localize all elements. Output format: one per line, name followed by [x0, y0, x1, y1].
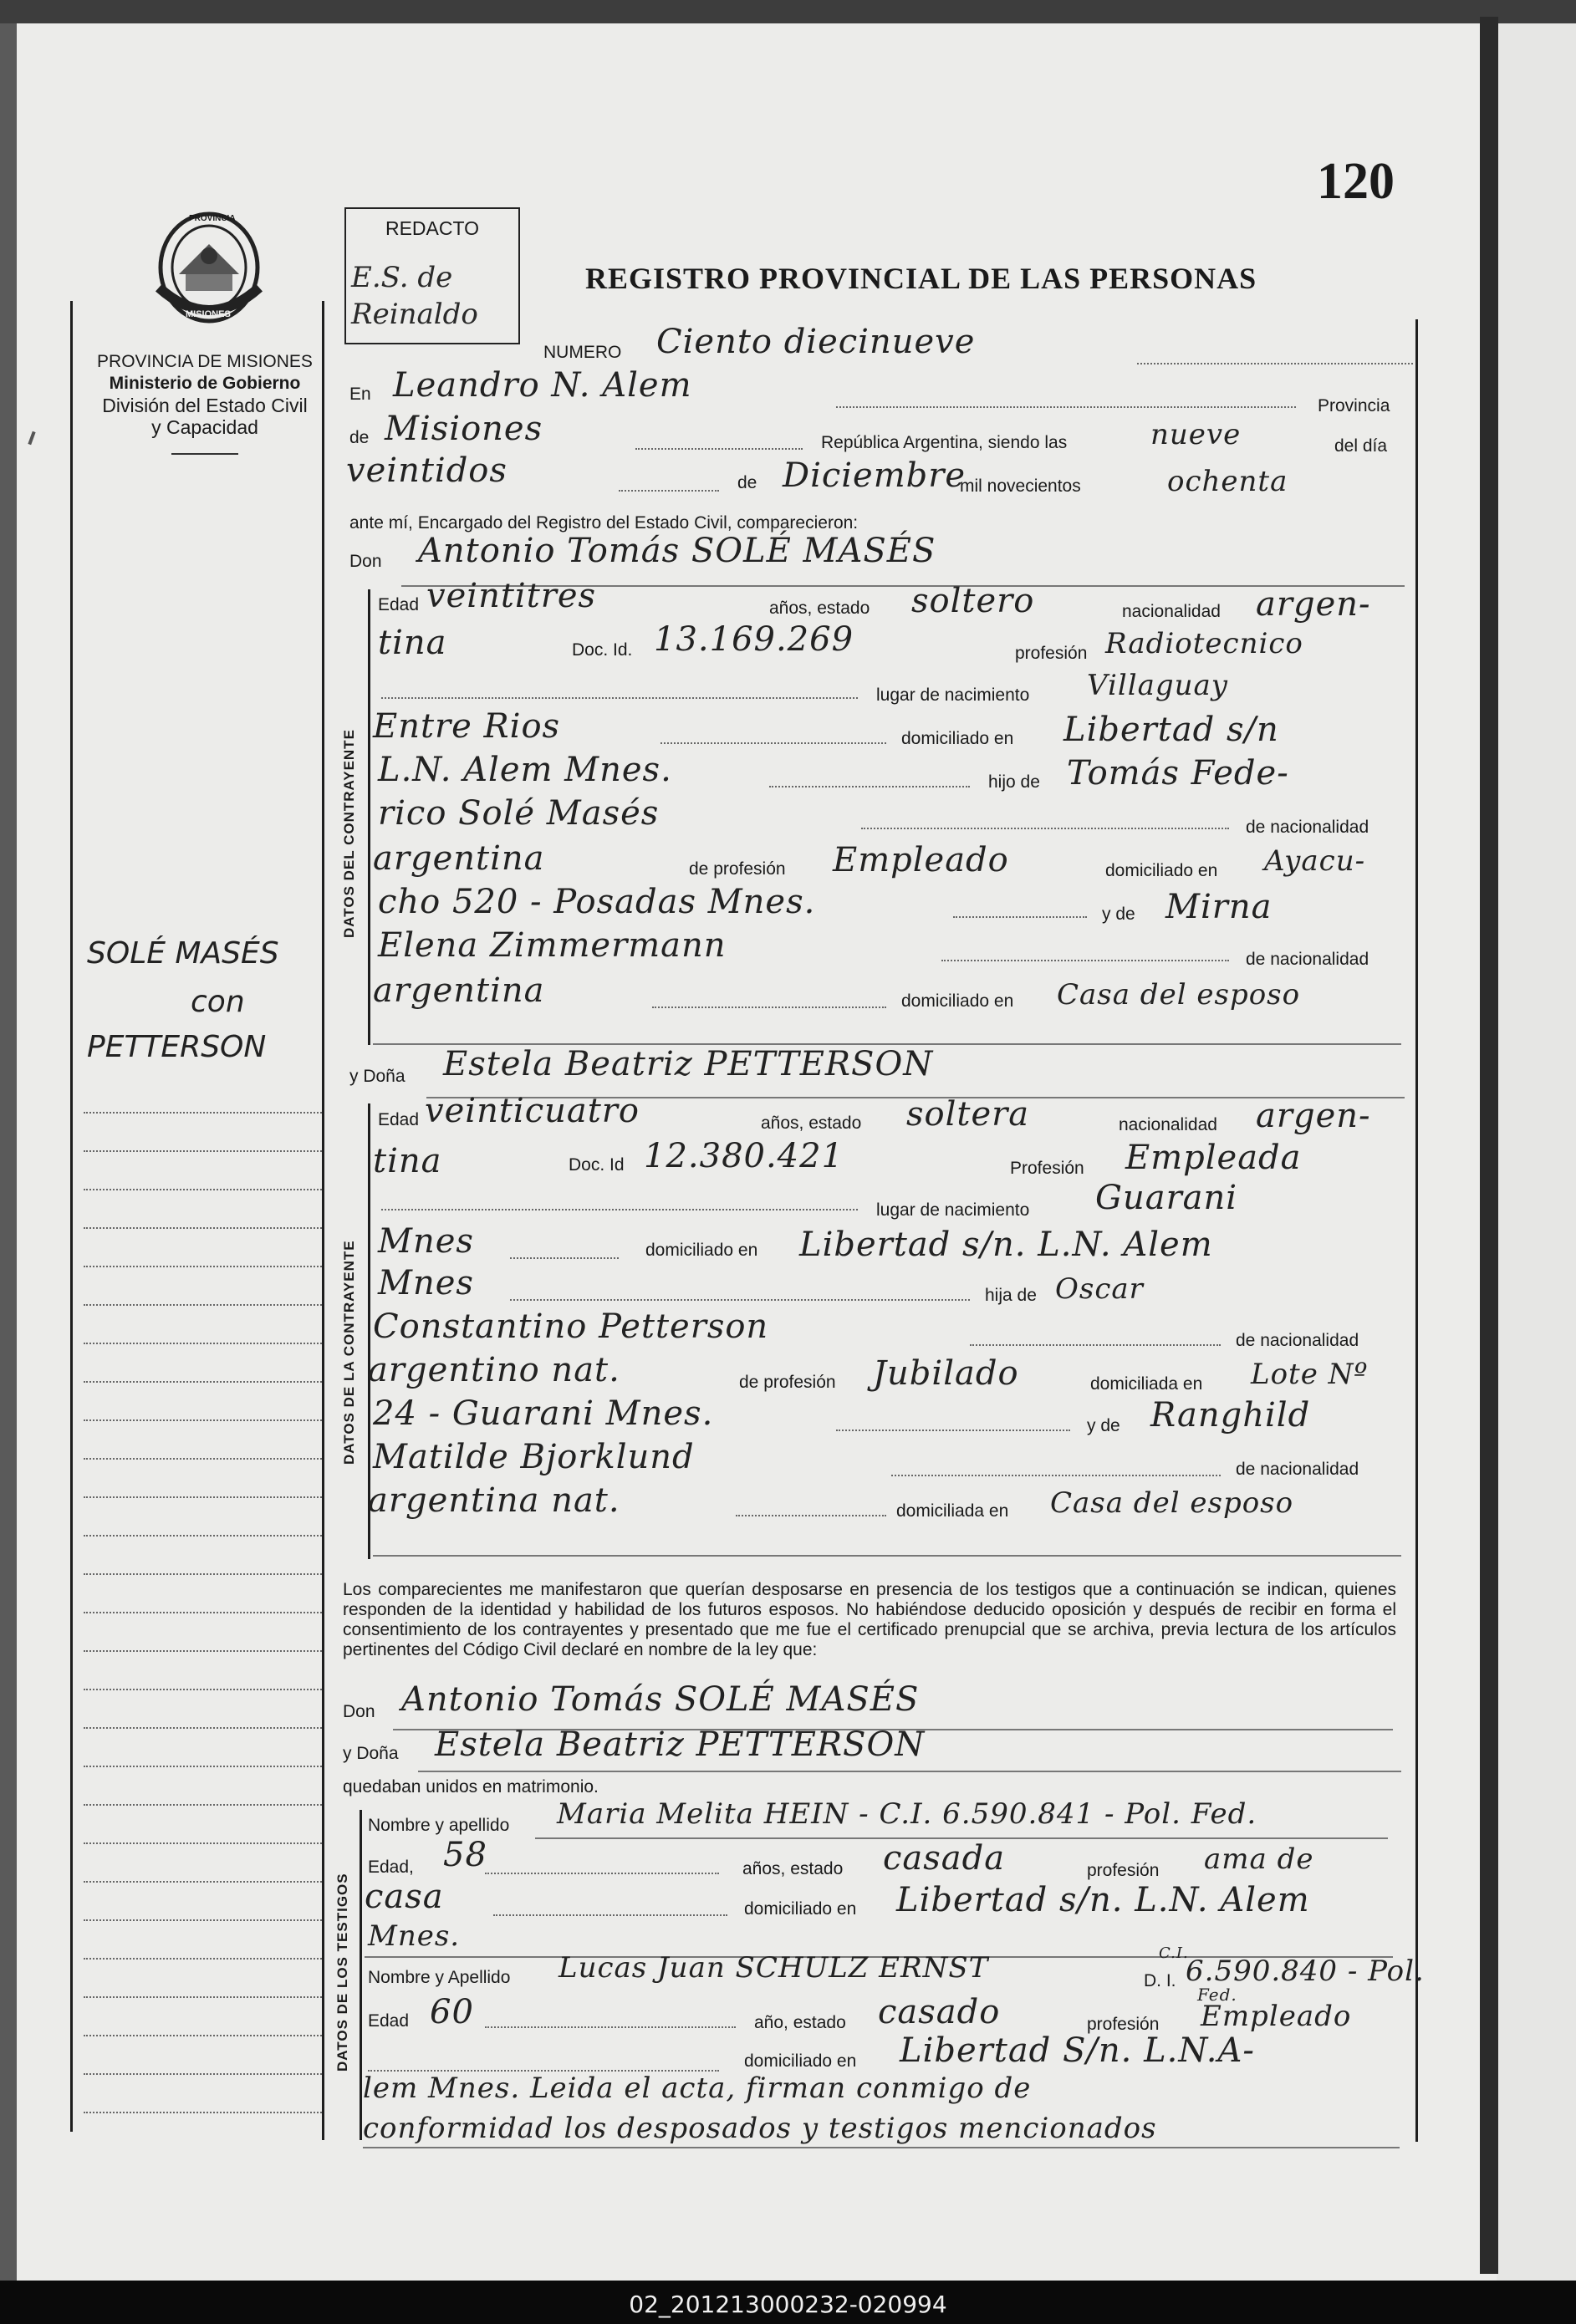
side-label-testigos: DATOS DE LOS TESTIGOS — [334, 1873, 350, 2072]
margin-note-line1: SOLÉ MASÉS — [87, 936, 279, 971]
margin-ruled-line — [84, 1458, 322, 1460]
margin-ruled-line — [84, 2112, 322, 2113]
hw-a-doc: 12.380.421 — [644, 1137, 844, 1175]
agency-ministry: Ministerio de Gobierno — [109, 374, 301, 393]
dots — [510, 1299, 970, 1301]
margin-ruled-line — [84, 1496, 322, 1498]
label-doc: Doc. Id. — [572, 640, 633, 660]
label-de-profesion-f: de profesión — [739, 1373, 836, 1392]
label-profesion-t1: profesión — [1087, 1861, 1160, 1880]
label-de: de — [349, 428, 370, 447]
hw-t1-nombre: Maria Melita HEIN - C.I. 6.590.841 - Pol. Fed. — [557, 1797, 1257, 1831]
margin-note-line2: con — [191, 985, 245, 1019]
dots — [660, 742, 886, 744]
hw-c-padre-nac: argentina — [373, 839, 545, 878]
label-anos-estado-f: años, estado — [761, 1114, 862, 1133]
hw-t1-dom1: Libertad s/n. L.N. Alem — [896, 1881, 1310, 1919]
dots — [769, 786, 970, 787]
page-right-edge — [1497, 23, 1576, 2281]
left-margin-line — [70, 301, 73, 2132]
margin-ruled-line — [84, 1689, 322, 1690]
scan-footer — [0, 2281, 1576, 2324]
margin-ruled-line — [84, 1958, 322, 1960]
margin-ruled-line — [84, 1112, 322, 1114]
margin-ruled-line — [84, 1189, 322, 1190]
hw-a-padre1: Oscar — [1055, 1272, 1144, 1306]
label-ano-estado: año, estado — [754, 2013, 846, 2032]
dots — [891, 1475, 1221, 1476]
label-di: D. I. — [1144, 1971, 1176, 1990]
margin-ruled-line — [84, 1842, 322, 1844]
dots — [652, 1007, 886, 1008]
label-hija: hija de — [985, 1286, 1037, 1305]
label-doc-f: Doc. Id — [569, 1155, 625, 1175]
dots — [510, 1257, 619, 1259]
label-numero: NUMERO — [543, 343, 622, 362]
margin-ruled-line — [84, 2035, 322, 2036]
rule — [418, 1771, 1401, 1772]
label-nombre-Apellido: Nombre y Apellido — [368, 1968, 511, 1987]
margin-ruled-line — [84, 1996, 322, 1998]
hw-c-lugar2: Entre Rios — [373, 707, 561, 746]
label-profesion: profesión — [1015, 644, 1088, 663]
hw-t1-estado: casada — [883, 1839, 1006, 1878]
label-y-de: y de — [1102, 905, 1135, 924]
dots — [619, 490, 719, 492]
label-nacionalidad-f: nacionalidad — [1119, 1115, 1217, 1134]
label-de-profesion: de profesión — [689, 859, 786, 879]
label-domiciliado-t2: domiciliado en — [744, 2051, 857, 2071]
hw-a-nac2: tina — [373, 1142, 442, 1180]
label-anos-estado: años, estado — [769, 599, 870, 618]
label-domiciliado: domiciliado en — [901, 729, 1014, 748]
hw-c-doc: 13.169.269 — [654, 620, 854, 659]
margin-ruled-line — [84, 1266, 322, 1267]
hw-a-padre-nac: argentino nat. — [368, 1351, 620, 1389]
book-spine — [1480, 17, 1498, 2274]
label-mil: mil novecientos — [960, 477, 1081, 496]
label-ante: ante mí, Encargado del Registro del Estado Civil, comparecieron: — [349, 513, 859, 533]
redacto-box — [344, 207, 520, 344]
hw-c-estado: soltero — [911, 582, 1035, 620]
seal-bottom-text: MISIONES — [186, 309, 231, 319]
label-domiciliado-3: domiciliado en — [901, 991, 1014, 1011]
dots — [836, 406, 1296, 408]
hw-t2-ci-mark: C.I. — [1159, 1944, 1189, 1962]
hw-c-padre-dom1: Ayacu- — [1264, 844, 1366, 878]
hw-c-padre1: Tomás Fede- — [1067, 754, 1289, 793]
hw-t2-dom: Libertad S/n. L.N.A- — [900, 2031, 1255, 2070]
margin-ruled-line — [84, 2073, 322, 2075]
dots — [861, 828, 1229, 829]
rule — [373, 1555, 1401, 1557]
label-de-nacionalidad-f: de nacionalidad — [1236, 1331, 1359, 1350]
scan-id: 02_201213000232-020994 — [629, 2291, 947, 2318]
hw-a-dom1: Libertad s/n. L.N. Alem — [799, 1226, 1213, 1264]
label-republica: República Argentina, siendo las — [821, 433, 1068, 452]
label-edad-t2: Edad — [368, 2011, 410, 2031]
hw-t2-prof: Empleado — [1201, 2000, 1352, 2033]
margin-note-line3: PETTERSON — [87, 1030, 267, 1064]
label-edad-t1: Edad, — [368, 1858, 414, 1877]
margin-ruled-line — [84, 1727, 322, 1729]
margin-ruled-line — [84, 1150, 322, 1152]
label-hijo: hijo de — [988, 772, 1040, 792]
contrayente-box-line — [368, 589, 370, 1045]
label-lugar-f: lugar de nacimiento — [876, 1200, 1030, 1220]
dots — [485, 1873, 719, 1874]
hw-a-madre2: Matilde Bjorklund — [373, 1438, 695, 1476]
dots — [485, 2026, 736, 2028]
label-anos-estado-t1: años, estado — [742, 1859, 844, 1878]
hw-c-dom2: L.N. Alem Mnes. — [378, 751, 672, 789]
hw-a-padre2: Constantino Petterson — [373, 1307, 769, 1346]
hw-de: Misiones — [385, 410, 543, 448]
label-don: Don — [349, 552, 382, 571]
dots — [941, 960, 1229, 961]
label-provincia: Provincia — [1318, 396, 1390, 415]
testigos-box-line — [360, 1810, 362, 2140]
seal-top-text: PROVINCIA — [189, 214, 236, 223]
hw-dona-2: Estela Beatriz PETTERSON — [435, 1725, 926, 1764]
hw-a-lugar2: Mnes — [378, 1222, 474, 1261]
label-domiciliada-2: domiciliada en — [896, 1501, 1009, 1521]
hw-t2-prof-mark: Fed. — [1197, 1985, 1237, 2005]
hw-a-prof: Empleada — [1125, 1139, 1302, 1177]
hw-c-lugar1: Villaguay — [1087, 669, 1228, 702]
hw-t2-estado: casado — [878, 1993, 1001, 2031]
hw-t1-dom2: Mnes. — [368, 1919, 461, 1953]
right-border-line — [1415, 319, 1418, 2142]
dots — [1137, 363, 1413, 364]
hw-a-dom2: Mnes — [378, 1264, 474, 1302]
dots — [953, 916, 1087, 918]
margin-ruled-line — [84, 1419, 322, 1421]
hw-c-nac1: argen- — [1256, 585, 1371, 624]
label-edad-f: Edad — [378, 1110, 420, 1129]
margin-ruled-line — [84, 1227, 322, 1229]
scan-top-strip — [0, 0, 1576, 23]
redacto-label: REDACTO — [385, 217, 480, 239]
hw-c-madre-dom: Casa del esposo — [1057, 978, 1301, 1012]
margin-ruled-line — [84, 1919, 322, 1921]
margin-ruled-line — [84, 1573, 322, 1575]
dots — [970, 1344, 1221, 1346]
hw-c-padre-prof: Empleado — [833, 841, 1009, 879]
label-y-de-f: y de — [1087, 1416, 1120, 1435]
label-domiciliada: domiciliada en — [1090, 1374, 1203, 1394]
legal-paragraph: Los comparecientes me manifestaron que querían desposarse en presencia de los testigos que a continuación se indican, quienes responden de la identidad y habilidad de los futuros esposos. No habiéndose deducido oposición y después de recibir en forma el consentimiento de los contrayentes y presentado que me fue el certificado prenupcial que se archiva, previa lectura de los artículos pertinentes del Código Civil declaré en nombre de la ley que: — [343, 1580, 1396, 1659]
dots — [836, 1430, 1070, 1431]
hw-c-padre-dom2: cho 520 - Posadas Mnes. — [378, 883, 816, 921]
hw-a-madre-nac: argentina nat. — [368, 1481, 620, 1520]
page-number: 120 — [1317, 153, 1395, 210]
redacto-handwriting: E.S. de Reinaldo — [351, 261, 478, 331]
margin-ruled-line — [84, 1381, 322, 1383]
hw-t1-prof: ama de — [1204, 1842, 1314, 1876]
hw-t2-nombre: Lucas Juan SCHULZ ERNST — [558, 1951, 989, 1985]
label-quedaban: quedaban unidos en matrimonio. — [343, 1777, 599, 1797]
agency-province: PROVINCIA DE MISIONES — [97, 352, 313, 371]
hw-c-dom1: Libertad s/n — [1063, 711, 1279, 749]
label-de2: de — [737, 473, 757, 492]
hw-c-prof: Radiotecnico — [1105, 627, 1303, 660]
label-de-nacionalidad-f2: de nacionalidad — [1236, 1460, 1359, 1479]
hw-t2-edad: 60 — [430, 1993, 474, 2031]
hw-closing-2: conformidad los desposados y testigos mencionados — [363, 2112, 1157, 2145]
hw-dona: Estela Beatriz PETTERSON — [443, 1045, 934, 1083]
margin-ruled-line — [84, 1343, 322, 1344]
margin-column-line — [322, 301, 324, 2140]
margin-ruled-line — [84, 1304, 322, 1306]
side-label-contrayente: DATOS DEL CONTRAYENTE — [341, 729, 357, 938]
label-lugar: lugar de nacimiento — [876, 685, 1030, 705]
margin-ruled-line — [84, 1612, 322, 1613]
label-domiciliado-2: domiciliado en — [1105, 861, 1218, 880]
margin-ruled-line — [84, 1650, 322, 1652]
label-del-dia: del día — [1334, 436, 1388, 456]
hw-a-padre-dom2: 24 - Guarani Mnes. — [373, 1394, 714, 1433]
label-profesion-t2: profesión — [1087, 2015, 1160, 2034]
dots — [635, 448, 803, 450]
hw-a-lugar1: Guarani — [1095, 1179, 1238, 1217]
document-title: REGISTRO PROVINCIAL DE LAS PERSONAS — [585, 262, 1257, 295]
label-domiciliado-t1: domiciliado en — [744, 1899, 857, 1919]
hw-c-padre2: rico Solé Masés — [378, 794, 660, 833]
hw-a-nac1: argen- — [1256, 1097, 1371, 1135]
label-nacionalidad: nacionalidad — [1122, 602, 1221, 621]
dots — [381, 1209, 858, 1210]
hw-c-madre1: Mirna — [1165, 888, 1273, 926]
label-de-nacionalidad: de nacionalidad — [1246, 818, 1369, 837]
label-de-nacionalidad-2: de nacionalidad — [1246, 950, 1369, 969]
hw-a-padre-prof: Jubilado — [873, 1354, 1019, 1393]
hw-c-nac2: tina — [378, 624, 447, 662]
label-en: En — [349, 385, 371, 404]
hw-t2-doc: 6.590.840 - Pol. — [1186, 1955, 1425, 1988]
hw-c-edad: veintitres — [426, 577, 597, 615]
label-y-dona: y Doña — [349, 1067, 405, 1086]
hw-c-madre2: Elena Zimmermann — [378, 926, 727, 965]
label-don-2: Don — [343, 1702, 375, 1721]
hw-a-edad: veinticuatro — [425, 1092, 640, 1130]
hw-mes: Diciembre — [783, 456, 967, 495]
agency-division: División del Estado Civil — [102, 395, 308, 416]
margin-ruled-line — [84, 1804, 322, 1806]
label-domiciliado-f: domiciliado en — [645, 1241, 758, 1260]
hw-don: Antonio Tomás SOLÉ MASÉS — [418, 532, 936, 570]
label-Profesion-f: Profesión — [1010, 1159, 1084, 1178]
hw-dia: veintidos — [346, 451, 507, 490]
hw-t1-edad: 58 — [443, 1836, 487, 1874]
hw-a-estado: soltera — [906, 1095, 1030, 1134]
margin-ruled-line — [84, 1535, 322, 1537]
provincial-seal-icon — [152, 207, 266, 335]
label-nombre-apellido: Nombre y apellido — [368, 1816, 510, 1835]
side-label-la-contrayente: DATOS DE LA CONTRAYENTE — [341, 1240, 357, 1465]
margin-ruled-line — [84, 1881, 322, 1883]
hw-hora: nueve — [1150, 418, 1242, 451]
agency-block — [67, 351, 343, 455]
agency-rule — [171, 453, 238, 455]
hw-a-madre1: Ranghild — [1150, 1396, 1311, 1435]
hw-en: Leandro N. Alem — [393, 366, 692, 405]
dots — [736, 1515, 886, 1516]
label-y-dona-2: y Doña — [343, 1744, 399, 1763]
hw-t1-prof2: casa — [365, 1878, 444, 1916]
hw-c-madre-nac: argentina — [373, 971, 545, 1010]
hw-a-padre-dom1: Lote Nº — [1251, 1358, 1369, 1391]
hw-don-2: Antonio Tomás SOLÉ MASÉS — [401, 1680, 920, 1719]
hw-a-madre-dom: Casa del esposo — [1050, 1486, 1294, 1520]
hw-numero: Ciento diecinueve — [656, 323, 976, 361]
dots — [381, 697, 858, 699]
margin-ruled-line — [84, 1766, 322, 1767]
hw-ano: ochenta — [1167, 465, 1288, 498]
rule — [363, 2147, 1400, 2148]
agency-capacity: y Capacidad — [151, 416, 258, 438]
label-edad: Edad — [378, 595, 420, 614]
dots — [493, 1914, 727, 1916]
hw-closing-1: lem Mnes. Leida el acta, firman conmigo de — [363, 2072, 1032, 2105]
